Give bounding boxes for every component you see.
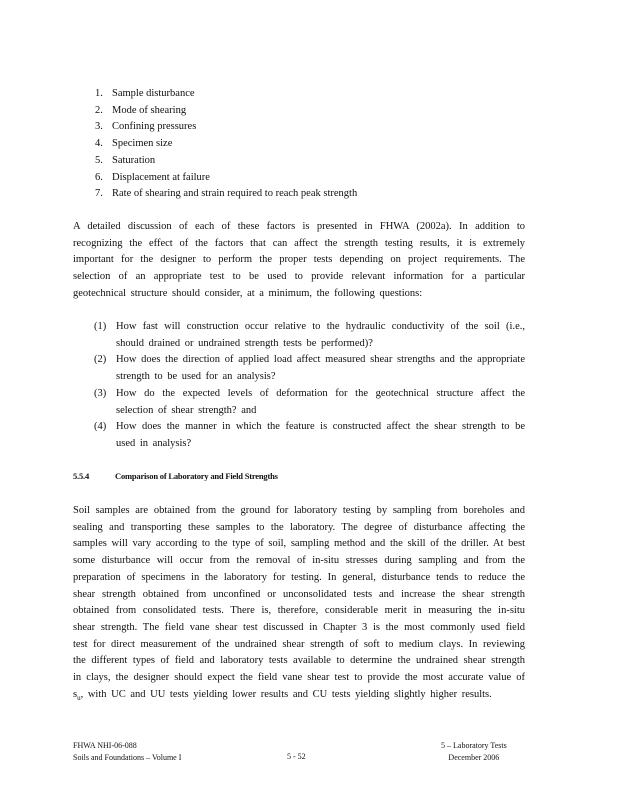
section-title: Comparison of Laboratory and Field Strengths — [115, 471, 278, 481]
intro-paragraph: A detailed discussion of each of these factors is presented in FHWA (2002a). In addition to recognizing the effect of the factors that can affect the strength testing results, it is extremely important for the designer to perform the proper tests depending on project requirements. The selection of an appropriate test to be used to provide relevant information for a particular geotechnical structure should consider, at a minimum, the following questions: — [73, 221, 525, 299]
body-paragraph: Soil samples are obtained from the ground for laboratory testing by sampling from boreholes and sealing and transporting these samples to the laboratory. The degree of disturbance affecting the samples will vary according to the type of soil, sampling method and the skill of the driller. At best some disturbance will occur from the removal of in-situ stresses during sampling and from the preparation of specimens in the laboratory for testing. In general, disturbance tends to reduce the shear strength obtained from unconfined or unconsolidated tests and increase the shear strength obtained from consolidated tests. There is, therefore, considerable merit in measuring the in-situ shear strength. The field vane shear test discussed in Chapter 3 is the most commonly used field test for direct measurement of the undrained shear strength of soft to medium clays. In reviewing the different types of field and laboratory tests available to determine the undrained shear strength in clays, the designer should expect the field vane shear test to provide the most accurate value of $s_u$, with UC and UU tests yielding lower results and CU tests yielding slightly higher results. — [73, 505, 525, 702]
footer-left: FHWA NHI-06-088 Soils and Foundations – Volume I — [73, 741, 182, 762]
list-item: (2) How does the direction of applied load affect measured shear strengths and the appropriate strength to be used for an analysis? — [94, 354, 525, 383]
list-item: 1. Sample disturbance — [95, 88, 195, 99]
list-item: 2. Mode of shearing — [95, 104, 187, 116]
list-item: (4) How does the manner in which the feature is constructed affect the shear strength to be used in analysis? — [94, 421, 525, 449]
list-item: 7. Rate of shearing and strain required to reach peak strength — [95, 188, 358, 200]
list-item: (1) How fast will construction occur relative to the hydraulic conductivity of the soil (i.e., should drained or undrained strength tests be performed)? — [94, 321, 525, 349]
footer-right: 5 – Laboratory Tests December 2006 — [441, 741, 507, 762]
list-item: 6. Displacement at failure — [95, 171, 210, 183]
list-item: 3. Confining pressures — [95, 121, 197, 133]
list-item: 5. Saturation — [95, 154, 156, 166]
list-item: 4. Specimen size — [95, 138, 173, 150]
factor-list — [95, 86, 357, 203]
section-number: 5.5.4 — [73, 471, 90, 481]
page-number: 5 - 52 — [287, 752, 306, 761]
section-heading — [73, 471, 278, 481]
list-item: (3) How do the expected levels of deformation for the geotechnical structure affect the selection of shear strength? and — [94, 387, 525, 416]
question-list — [94, 319, 525, 453]
